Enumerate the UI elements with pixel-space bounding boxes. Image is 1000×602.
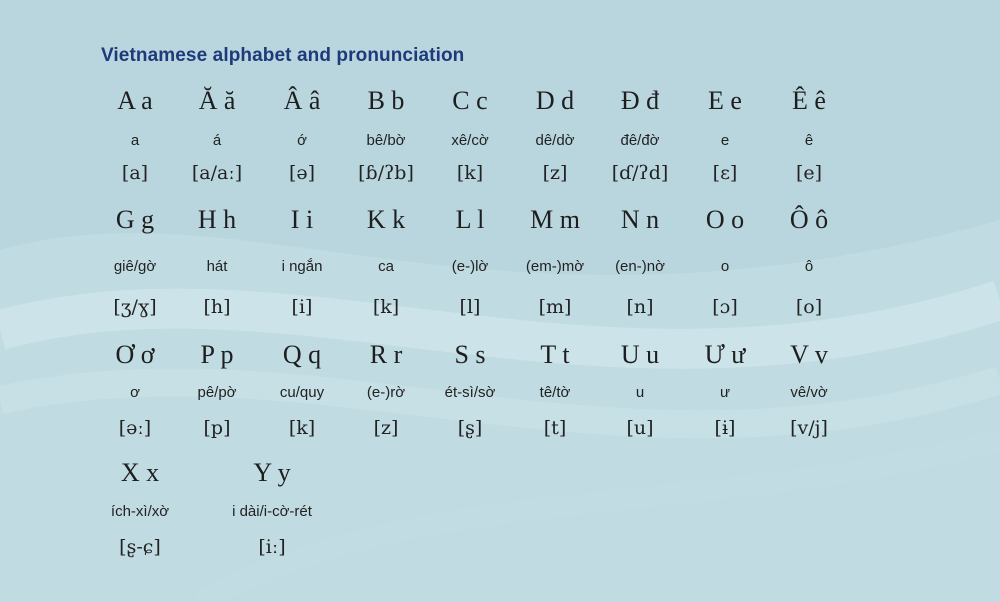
alphabet-letter: Ư ư [704, 340, 746, 369]
alphabet-name: dê/dờ [535, 132, 575, 149]
alphabet-letter: V v [790, 340, 828, 369]
alphabet-letter: M m [530, 205, 580, 234]
alphabet-name: ư [719, 384, 731, 401]
alphabet-name: (em-)mờ [525, 258, 585, 275]
alphabet-letter: I i [290, 205, 314, 234]
alphabet-letter: Ă ă [198, 86, 236, 115]
alphabet-letter: Ô ô [789, 205, 829, 234]
alphabet-ipa: [a] [121, 162, 149, 184]
alphabet-name: ơ [130, 384, 140, 401]
alphabet-name: tê/tờ [539, 384, 571, 401]
alphabet-letter: A a [117, 86, 153, 115]
alphabet-letter: G g [115, 205, 155, 234]
alphabet-name: vê/vờ [790, 384, 828, 401]
alphabet-name: e [720, 132, 730, 149]
alphabet-letter: B b [367, 86, 405, 115]
alphabet-name: hát [206, 258, 228, 275]
alphabet-letter: L l [455, 205, 485, 234]
alphabet-letter: X x [120, 458, 160, 487]
alphabet-name: ét-sì/sờ [444, 384, 496, 401]
alphabet-ipa: [u] [626, 417, 654, 439]
alphabet-ipa: [h] [203, 296, 231, 318]
alphabet-ipa: [ə] [288, 162, 316, 184]
alphabet-name: đê/đờ [620, 132, 660, 149]
alphabet-ipa: [ɨ] [714, 417, 736, 439]
alphabet-ipa: [z] [542, 162, 568, 184]
alphabet-letter: Â â [283, 86, 321, 115]
alphabet-name: pê/pờ [197, 384, 237, 401]
alphabet-ipa: [ɗ/ʔd] [611, 162, 669, 184]
alphabet-ipa: [iː] [258, 536, 286, 558]
alphabet-letter: Đ đ [620, 86, 660, 115]
alphabet-ipa: [ɛ] [712, 162, 738, 184]
alphabet-name: bê/bờ [366, 132, 406, 149]
alphabet-letter: S s [454, 340, 486, 369]
alphabet-letter: C c [452, 86, 488, 115]
alphabet-letter: Q q [282, 340, 322, 369]
alphabet-ipa: [t] [543, 417, 567, 439]
alphabet-letter: Ê ê [792, 86, 826, 115]
alphabet-ipa: [ɓ/ʔb] [358, 162, 414, 184]
alphabet-name: ích-xì/xờ [110, 503, 170, 520]
alphabet-ipa: [m] [538, 296, 572, 318]
alphabet-name: ớ [297, 132, 307, 149]
alphabet-ipa: [a/aː] [191, 162, 243, 184]
alphabet-name: cu/quy [279, 384, 325, 401]
alphabet-name: i ngắn [281, 258, 323, 275]
alphabet-name: á [212, 132, 222, 149]
alphabet-ipa: [e] [795, 162, 823, 184]
alphabet-ipa: [z] [373, 417, 399, 439]
page-title: Vietnamese alphabet and pronunciation [101, 45, 465, 66]
alphabet-name: a [130, 132, 140, 149]
alphabet-name: giê/gờ [113, 258, 157, 275]
alphabet-letter: Y y [253, 458, 291, 487]
alphabet-letter: U u [620, 340, 660, 369]
alphabet-name: i dài/i-cờ-rét [232, 503, 312, 520]
alphabet-ipa: [ʂ] [457, 417, 483, 439]
alphabet-ipa: [p] [203, 417, 231, 439]
alphabet-ipa: [o] [795, 296, 823, 318]
alphabet-name: xê/cờ [451, 132, 489, 149]
alphabet-letter: O o [705, 205, 745, 234]
alphabet-name: (en-)nờ [615, 258, 665, 275]
alphabet-letter: Ơ ơ [115, 340, 155, 369]
alphabet-name: (e-)rờ [366, 384, 406, 401]
alphabet-letter: K k [366, 205, 406, 234]
alphabet-ipa: [ɔ] [712, 296, 738, 318]
alphabet-ipa: [ʒ/ɣ] [113, 296, 157, 318]
alphabet-ipa: [v/j] [790, 417, 828, 439]
alphabet-letter: P p [200, 340, 234, 369]
alphabet-name: o [720, 258, 730, 275]
alphabet-ipa: [i] [291, 296, 313, 318]
alphabet-ipa: [k] [456, 162, 484, 184]
alphabet-letter: D d [535, 86, 575, 115]
alphabet-letter: H h [197, 205, 237, 234]
alphabet-name: u [635, 384, 645, 401]
alphabet-ipa: [k] [288, 417, 316, 439]
alphabet-name: ca [378, 258, 394, 275]
alphabet-letter: R r [369, 340, 403, 369]
alphabet-name: ê [804, 132, 814, 149]
alphabet-name: (e-)lờ [451, 258, 489, 275]
alphabet-ipa: [n] [626, 296, 654, 318]
alphabet-ipa: [əː] [118, 417, 152, 439]
alphabet-letter: E e [708, 86, 742, 115]
alphabet-ipa: [k] [372, 296, 400, 318]
alphabet-letter: T t [540, 340, 570, 369]
alphabet-letter: N n [620, 205, 660, 234]
alphabet-name: ô [804, 258, 814, 275]
alphabet-ipa: [l] [459, 296, 481, 318]
alphabet-ipa: [ʂ-ɕ] [119, 536, 161, 558]
